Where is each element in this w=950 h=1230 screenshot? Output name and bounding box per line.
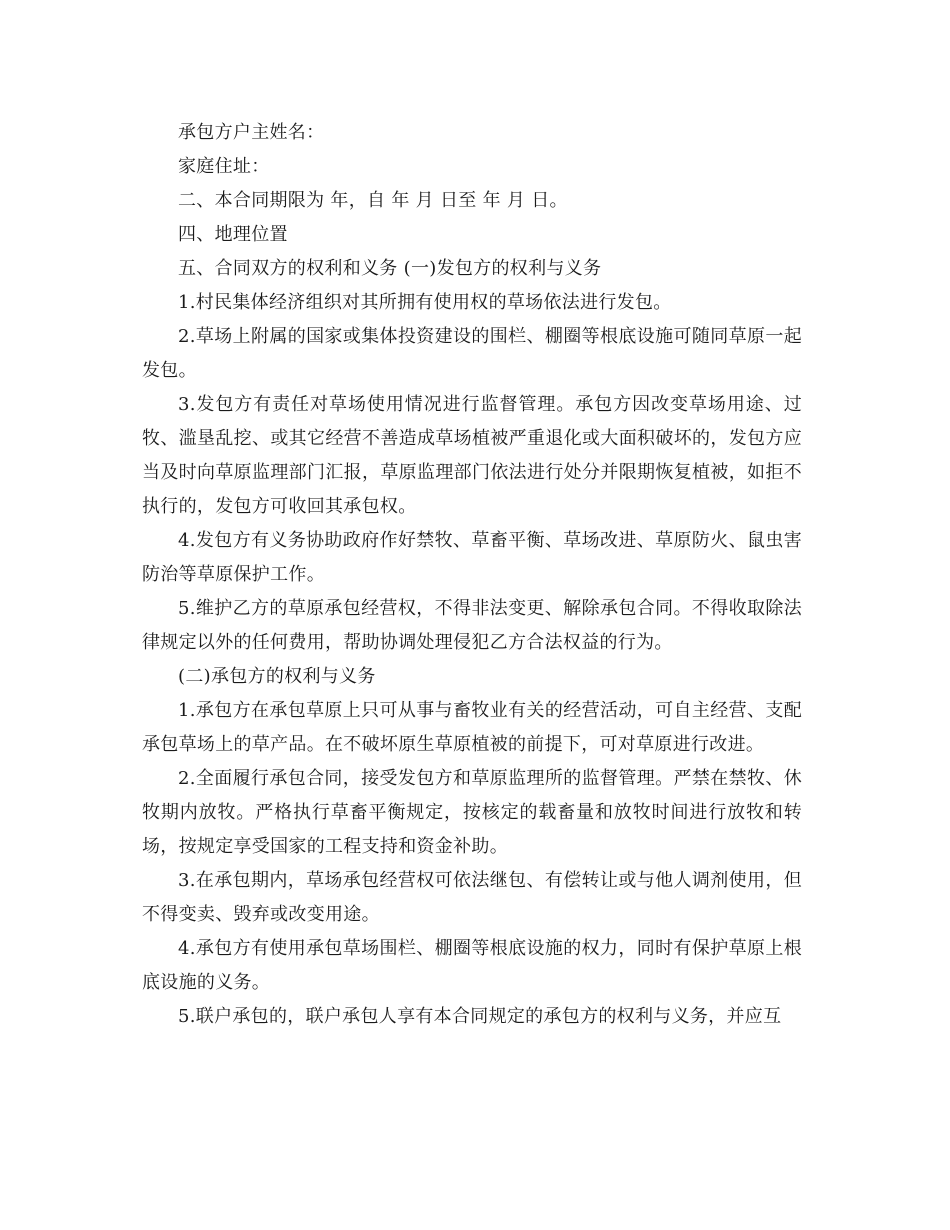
paragraph-contractor-5: 5.联户承包的，联户承包人享有本合同规定的承包方的权利与义务，并应互	[178, 1006, 782, 1027]
paragraph-contractor-heading: (二)承包方的权利与义务	[178, 666, 376, 687]
paragraph-contractor-name: 承包方户主姓名：	[178, 122, 325, 143]
paragraph-contract-term: 二、本合同期限为 年，自 年 月 日至 年 月 日。	[178, 190, 568, 211]
paragraph-contractor-1: 1.承包方在承包草原上只可从事与畜牧业有关的经营活动，可自主经营、支配承包草场上的草产品。在不破坏原生草原植被的前提下，可对草原进行改进。	[142, 700, 802, 755]
paragraph-issuer-5: 5.维护乙方的草原承包经营权，不得非法变更、解除承包合同。不得收取除法律规定以外的任何费用，帮助协调处理侵犯乙方合法权益的行为。	[142, 598, 802, 653]
paragraph-location-heading: 四、地理位置	[178, 224, 288, 245]
paragraph-contractor-4: 4.承包方有使用承包草场围栏、棚圈等根底设施的权力，同时有保护草原上根底设施的义务。	[142, 938, 802, 993]
paragraph-contractor-2: 2.全面履行承包合同，接受发包方和草原监理所的监督管理。严禁在禁牧、休牧期内放牧。严格执行草畜平衡规定，按核定的载畜量和放牧时间进行放牧和转场，按规定享受国家的工程支持和资金补助。	[142, 768, 802, 857]
paragraph-rights-heading: 五、合同双方的权利和义务 (一)发包方的权利与义务	[178, 258, 602, 279]
paragraph-issuer-3: 3.发包方有责任对草场使用情况进行监督管理。承包方因改变草场用途、过牧、滥垦乱挖、或其它经营不善造成草场植被严重退化或大面积破坏的，发包方应当及时向草原监理部门汇报，草原监理部门依法进行处分并限期恢复植被，如拒不执行的，发包方可收回其承包权。	[142, 394, 802, 517]
paragraph-issuer-4: 4.发包方有义务协助政府作好禁牧、草畜平衡、草场改进、草原防火、鼠虫害防治等草原保护工作。	[142, 530, 802, 585]
paragraph-issuer-1: 1.村民集体经济组织对其所拥有使用权的草场依法进行发包。	[178, 292, 672, 313]
paragraph-issuer-2: 2.草场上附属的国家或集体投资建设的围栏、棚圈等根底设施可随同草原一起发包。	[142, 326, 802, 381]
paragraph-contractor-3: 3.在承包期内，草场承包经营权可依法继包、有偿转让或与他人调剂使用，但不得变卖、毁弃或改变用途。	[142, 870, 802, 925]
paragraph-home-address: 家庭住址：	[178, 156, 270, 177]
document-body	[142, 116, 802, 1034]
